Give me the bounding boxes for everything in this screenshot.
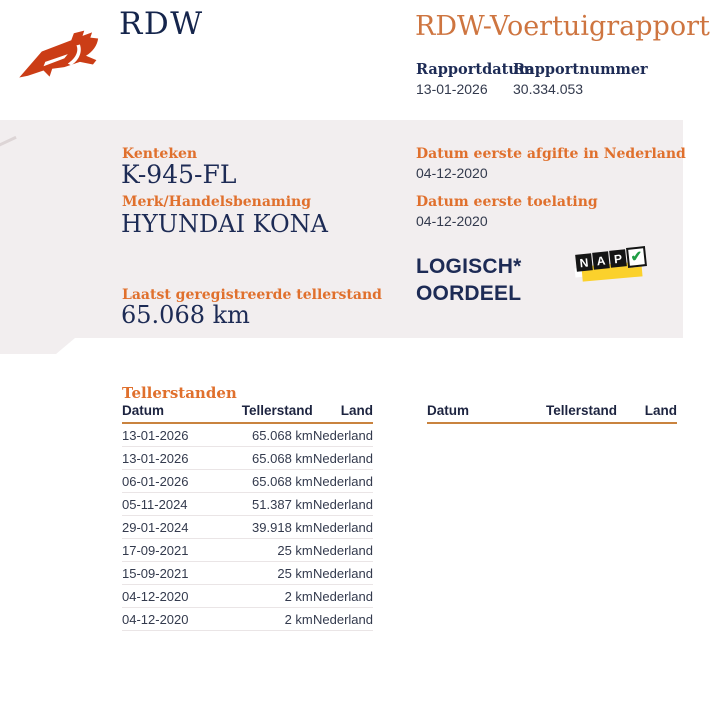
tellerstand-value: 65.068 km <box>121 301 250 329</box>
afgifte-value: 04-12-2020 <box>416 165 488 181</box>
table-cell: 04-12-2020 <box>122 585 225 608</box>
table-cell: Nederland <box>313 608 373 631</box>
oordeel-line1: LOGISCH* <box>416 255 522 278</box>
toelating-label: Datum eerste toelating <box>416 194 598 210</box>
afgifte-label: Datum eerste afgifte in Nederland <box>416 146 686 162</box>
toelating-value: 04-12-2020 <box>416 213 488 229</box>
column-header: Tellerstand <box>530 403 618 423</box>
table-cell: 39.918 km <box>225 516 313 539</box>
table-header-row <box>427 403 677 423</box>
table-cell: 51.387 km <box>225 493 313 516</box>
oordeel-line2: OORDEEL <box>416 282 522 305</box>
table-row <box>122 608 373 631</box>
tellerstand-label: Laatst geregistreerde tellerstand <box>122 287 382 303</box>
table-cell: 13-01-2026 <box>122 423 225 447</box>
table-cell: Nederland <box>313 585 373 608</box>
table-row <box>122 562 373 585</box>
table-cell: Nederland <box>313 423 373 447</box>
nap-logo <box>574 246 646 286</box>
table-cell: 15-09-2021 <box>122 562 225 585</box>
kenteken-value: K-945-FL <box>121 160 237 189</box>
summary-panel-tab <box>0 338 56 354</box>
table-cell: 06-01-2026 <box>122 470 225 493</box>
column-header: Land <box>617 403 677 423</box>
merk-label: Merk/Handelsbenaming <box>122 194 312 210</box>
table-cell: 25 km <box>225 562 313 585</box>
table-cell: Nederland <box>313 470 373 493</box>
nap-letter-p: P <box>609 249 627 268</box>
table-cell: 05-11-2024 <box>122 493 225 516</box>
column-header: Land <box>313 403 373 423</box>
merk-value: HYUNDAI KONA <box>121 210 328 238</box>
summary-panel-tab-diagonal <box>56 338 75 354</box>
column-header: Datum <box>427 403 530 423</box>
table-row <box>122 585 373 608</box>
report-number-value: 30.334.053 <box>513 81 584 97</box>
table-cell: 65.068 km <box>225 423 313 447</box>
kenteken-label: Kenteken <box>122 146 198 162</box>
report-date-value: 13-01-2026 <box>416 81 488 97</box>
table-cell: Nederland <box>313 539 373 562</box>
nap-letter-n: N <box>575 253 593 272</box>
table-row <box>122 447 373 470</box>
table-cell: 2 km <box>225 585 313 608</box>
table-row <box>122 470 373 493</box>
table-cell: 04-12-2020 <box>122 608 225 631</box>
report-date-label: Rapportdatum <box>416 61 535 78</box>
column-header: Tellerstand <box>225 403 313 423</box>
nap-letter-a: A <box>592 251 610 270</box>
table-cell: Nederland <box>313 562 373 585</box>
report-title: RDW-Voertuigrapport <box>415 11 710 42</box>
tellerstanden-table-right <box>427 403 677 424</box>
table-row <box>122 493 373 516</box>
table-cell: 65.068 km <box>225 447 313 470</box>
table-cell: 13-01-2026 <box>122 447 225 470</box>
table-cell: 29-01-2024 <box>122 516 225 539</box>
table-cell: 25 km <box>225 539 313 562</box>
table-row <box>122 423 373 447</box>
oordeel-text <box>416 253 521 307</box>
rdw-logo-icon <box>10 22 110 100</box>
table-row <box>122 516 373 539</box>
table-cell: 17-09-2021 <box>122 539 225 562</box>
table-cell: Nederland <box>313 447 373 470</box>
table-cell: Nederland <box>313 516 373 539</box>
table-cell: 65.068 km <box>225 470 313 493</box>
table-cell: 2 km <box>225 608 313 631</box>
tellerstanden-section-title: Tellerstanden <box>122 384 237 402</box>
nap-checkmark-icon: ✔ <box>626 246 647 268</box>
report-number-label: Rapportnummer <box>513 61 648 78</box>
table-cell: Nederland <box>313 493 373 516</box>
table-header-row <box>122 403 373 423</box>
rdw-wordmark: RDW <box>119 6 204 42</box>
column-header: Datum <box>122 403 225 423</box>
table-row <box>122 539 373 562</box>
tellerstanden-table-left <box>122 403 373 631</box>
